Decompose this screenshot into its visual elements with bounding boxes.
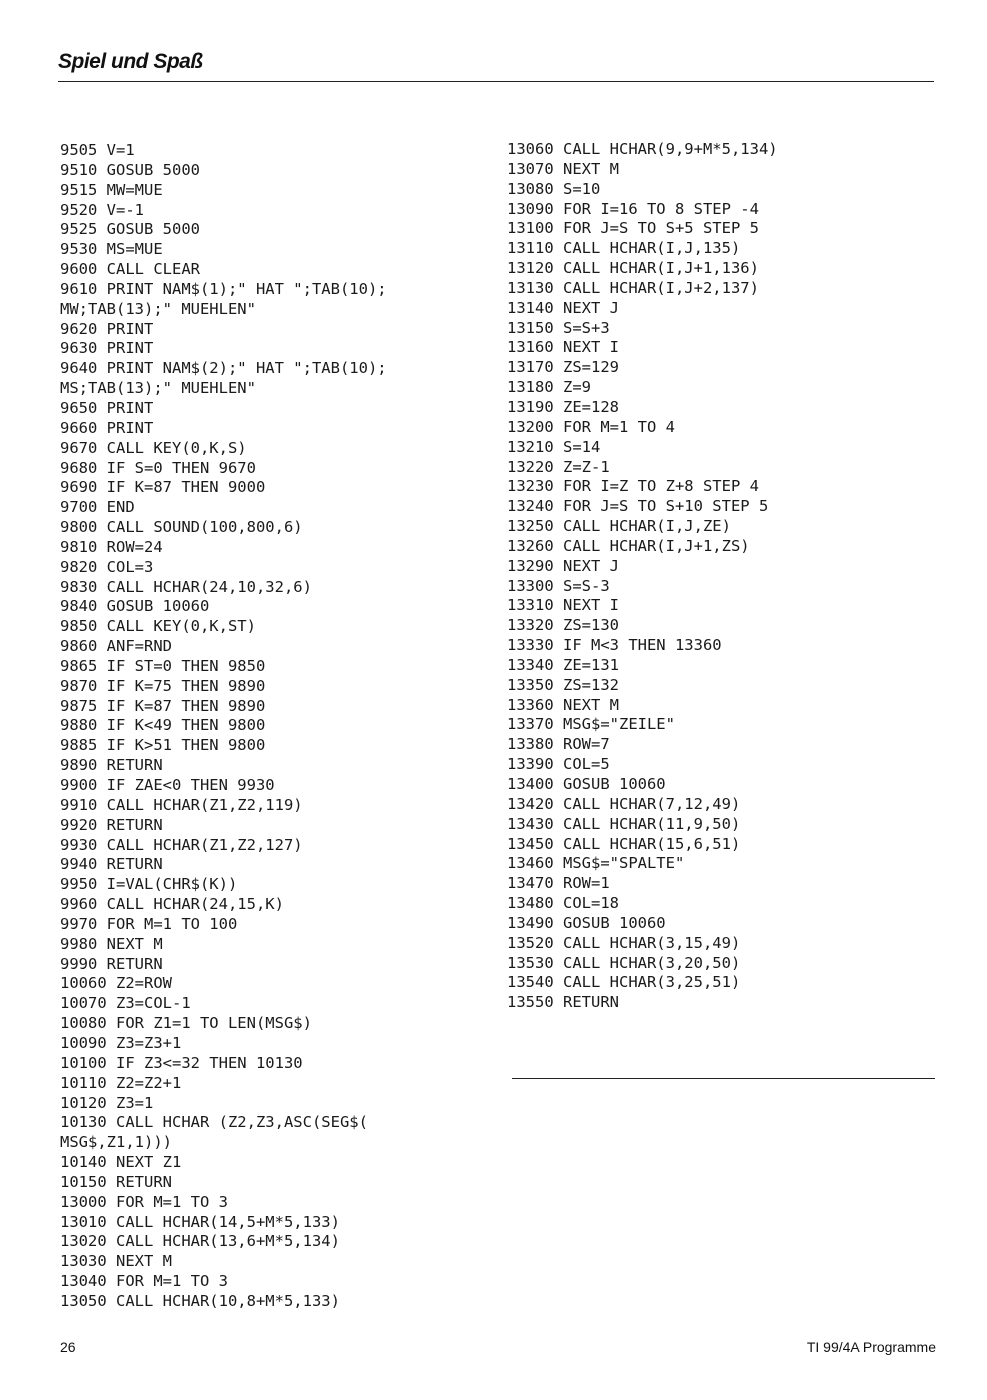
code-line: 13350 ZS=132	[507, 675, 619, 694]
code-line: 13480 COL=18	[507, 894, 619, 913]
code-line: 9850 CALL KEY(0,K,ST)	[60, 617, 256, 636]
code-line: 9600 CALL CLEAR	[60, 260, 200, 279]
code-line: 9840 GOSUB 10060	[60, 597, 210, 616]
code-line: 13180 Z=9	[507, 378, 591, 397]
code-line: MSG$,Z1,1)))	[60, 1133, 172, 1152]
code-line: 10070 Z3=COL-1	[60, 994, 191, 1013]
code-line: 9990 RETURN	[60, 954, 163, 973]
code-line: 9830 CALL HCHAR(24,10,32,6)	[60, 577, 312, 596]
code-line: 13450 CALL HCHAR(15,6,51)	[507, 834, 741, 853]
code-line: 9920 RETURN	[60, 815, 163, 834]
code-line: 13030 NEXT M	[60, 1252, 172, 1271]
code-line: 9640 PRINT NAM$(2);" HAT ";TAB(10);	[60, 359, 387, 378]
code-line: 13250 CALL HCHAR(I,J,ZE)	[507, 517, 731, 536]
code-line: 13430 CALL HCHAR(11,9,50)	[507, 814, 741, 833]
code-line: 10130 CALL HCHAR (Z2,Z3,ASC(SEG$(	[60, 1113, 368, 1132]
code-line: 13190 ZE=128	[507, 397, 619, 416]
code-line: 9885 IF K>51 THEN 9800	[60, 736, 266, 755]
code-line: 9690 IF K=87 THEN 9000	[60, 478, 266, 497]
code-line: 9610 PRINT NAM$(1);" HAT ";TAB(10);	[60, 279, 387, 298]
code-line: 10120 Z3=1	[60, 1093, 154, 1112]
code-line: 9650 PRINT	[60, 398, 154, 417]
code-line: 13520 CALL HCHAR(3,15,49)	[507, 933, 741, 952]
code-line: 13160 NEXT I	[507, 338, 619, 357]
code-line: 13460 MSG$="SPALTE"	[507, 854, 685, 873]
code-line: 13400 GOSUB 10060	[507, 775, 666, 793]
code-line: 9940 RETURN	[60, 855, 163, 874]
code-line: 13100 FOR J=S TO S+5 STEP 5	[507, 219, 759, 238]
code-line: 13290 NEXT J	[507, 556, 619, 575]
listing-end-divider	[512, 1078, 935, 1079]
code-line: 9630 PRINT	[60, 339, 154, 358]
code-line: 9910 CALL HCHAR(Z1,Z2,119)	[60, 795, 303, 814]
code-line: 9900 IF ZAE<0 THEN 9930	[60, 776, 275, 794]
code-line: 9520 V=-1	[60, 200, 144, 219]
code-line: 13020 CALL HCHAR(13,6+M*5,134)	[60, 1232, 340, 1251]
code-line: 9970 FOR M=1 TO 100	[60, 914, 238, 933]
code-line: 9880 IF K<49 THEN 9800	[60, 716, 266, 735]
code-line: 13120 CALL HCHAR(I,J+1,136)	[507, 259, 759, 278]
code-line: 9700 END	[60, 498, 135, 517]
code-line: 9680 IF S=0 THEN 9670	[60, 458, 256, 477]
code-line: 9950 I=VAL(CHR$(K))	[60, 875, 238, 894]
page-number: 26	[60, 1339, 76, 1355]
code-line: 9505 V=1	[60, 141, 135, 159]
code-line: 10150 RETURN	[60, 1172, 172, 1191]
code-line: 9960 CALL HCHAR(24,15,K)	[60, 895, 284, 914]
code-line: 9660 PRINT	[60, 418, 154, 437]
code-line: MS;TAB(13);" MUEHLEN"	[60, 379, 256, 398]
code-line: 13090 FOR I=16 TO 8 STEP -4	[507, 199, 759, 218]
code-line: 13330 IF M<3 THEN 13360	[507, 636, 722, 655]
code-line: 9800 CALL SOUND(100,800,6)	[60, 518, 303, 537]
book-title: TI 99/4A Programme	[806, 1339, 936, 1355]
code-line: 13300 S=S-3	[507, 576, 610, 595]
code-line: 13230 FOR I=Z TO Z+8 STEP 4	[507, 477, 759, 496]
code-line: 13150 S=S+3	[507, 318, 610, 337]
code-line: 9890 RETURN	[60, 756, 163, 775]
code-line: 13110 CALL HCHAR(I,J,135)	[507, 239, 741, 258]
code-line: 9875 IF K=87 THEN 9890	[60, 696, 266, 715]
code-line: 10090 Z3=Z3+1	[60, 1033, 182, 1052]
code-line: 9820 COL=3	[60, 557, 154, 576]
page-section-title: Spiel und Spaß	[58, 50, 203, 73]
code-line: 13060 CALL HCHAR(9,9+M*5,134)	[507, 140, 778, 158]
code-line: 13420 CALL HCHAR(7,12,49)	[507, 794, 741, 813]
code-line: 13540 CALL HCHAR(3,25,51)	[507, 973, 741, 992]
code-line: 13260 CALL HCHAR(I,J+1,ZS)	[507, 536, 750, 555]
code-line: 13370 MSG$="ZEILE"	[507, 715, 675, 734]
code-line: 13240 FOR J=S TO S+10 STEP 5	[507, 497, 769, 516]
code-line: 9670 CALL KEY(0,K,S)	[60, 438, 247, 457]
code-line: MW;TAB(13);" MUEHLEN"	[60, 299, 256, 318]
code-line: 10080 FOR Z1=1 TO LEN(MSG$)	[60, 1014, 312, 1033]
code-line: 13550 RETURN	[507, 993, 619, 1012]
code-line: 13220 Z=Z-1	[507, 457, 610, 476]
code-line: 13130 CALL HCHAR(I,J+2,137)	[507, 278, 759, 297]
code-line: 13320 ZS=130	[507, 616, 619, 635]
code-line: 9865 IF ST=0 THEN 9850	[60, 656, 266, 675]
code-line: 13140 NEXT J	[507, 298, 619, 317]
code-line: 13310 NEXT I	[507, 596, 619, 615]
code-line: 9510 GOSUB 5000	[60, 160, 200, 179]
code-line: 13530 CALL HCHAR(3,20,50)	[507, 953, 741, 972]
code-listing-left-column	[60, 141, 387, 1312]
code-listing-right-column	[507, 140, 778, 1013]
code-line: 13000 FOR M=1 TO 3	[60, 1192, 228, 1211]
code-line: 13010 CALL HCHAR(14,5+M*5,133)	[60, 1212, 340, 1231]
code-line: 13340 ZE=131	[507, 655, 619, 674]
code-line: 13360 NEXT M	[507, 695, 619, 714]
code-line: 9860 ANF=RND	[60, 637, 172, 656]
code-line: 9870 IF K=75 THEN 9890	[60, 676, 266, 695]
code-line: 13040 FOR M=1 TO 3	[60, 1272, 228, 1291]
code-line: 13380 ROW=7	[507, 735, 610, 754]
code-line: 13170 ZS=129	[507, 358, 619, 377]
code-line: 10100 IF Z3<=32 THEN 10130	[60, 1053, 303, 1072]
code-line: 9810 ROW=24	[60, 537, 163, 556]
code-line: 9930 CALL HCHAR(Z1,Z2,127)	[60, 835, 303, 854]
code-line: 13210 S=14	[507, 437, 601, 456]
code-line: 13070 NEXT M	[507, 159, 619, 178]
code-line: 13050 CALL HCHAR(10,8+M*5,133)	[60, 1291, 340, 1310]
code-line: 13470 ROW=1	[507, 874, 610, 893]
code-line: 13200 FOR M=1 TO 4	[507, 417, 675, 436]
code-line: 10140 NEXT Z1	[60, 1153, 182, 1172]
code-line: 10110 Z2=Z2+1	[60, 1073, 182, 1092]
code-line: 9525 GOSUB 5000	[60, 220, 200, 239]
code-line: 13080 S=10	[507, 179, 601, 198]
header-divider	[58, 81, 934, 82]
code-line: 10060 Z2=ROW	[60, 974, 172, 993]
code-line: 13490 GOSUB 10060	[507, 913, 666, 932]
code-line: 9620 PRINT	[60, 319, 154, 338]
code-line: 9980 NEXT M	[60, 934, 163, 953]
code-line: 13390 COL=5	[507, 755, 610, 774]
code-line: 9530 MS=MUE	[60, 240, 163, 259]
code-line: 9515 MW=MUE	[60, 180, 163, 199]
